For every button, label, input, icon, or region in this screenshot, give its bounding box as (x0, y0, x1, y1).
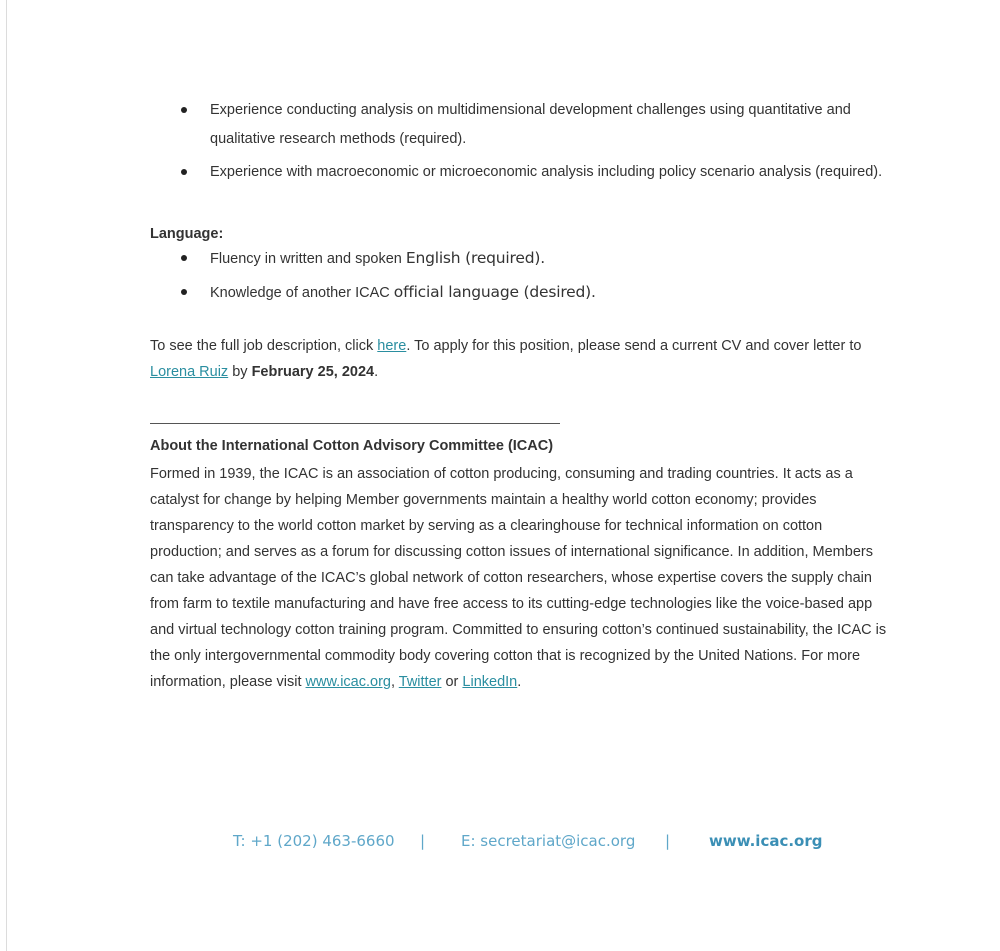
footer-contact-bar (0, 832, 1000, 856)
list-item (150, 96, 890, 154)
language-item-prefix: Fluency in written and spoken (210, 251, 406, 267)
language-item-emphasis: official language (desired). (393, 283, 596, 301)
experience-item-text: Experience with macroeconomic or microeconomic analysis including policy scenario analysis (required). (210, 164, 883, 180)
page-edge (6, 0, 7, 951)
job-description-link[interactable]: here (377, 338, 407, 354)
experience-list (150, 96, 890, 187)
apply-text: . To apply for this position, please send a current CV and cover letter to (406, 338, 862, 354)
document-body (150, 96, 890, 695)
twitter-link[interactable]: Twitter (398, 674, 442, 690)
experience-item-text: Experience conducting analysis on multidimensional development challenges using quantitative and qualitative research methods (required). (210, 102, 851, 147)
footer-separator: | (420, 832, 426, 850)
language-heading: Language: (150, 226, 224, 242)
list-item (150, 278, 890, 308)
website-link[interactable]: www.icac.org (305, 674, 391, 690)
bullet-icon (181, 107, 187, 113)
apply-paragraph (150, 333, 890, 385)
language-item-prefix: Knowledge of another ICAC (210, 285, 394, 301)
footer-separator: | (665, 832, 671, 850)
bullet-icon (181, 255, 187, 261)
list-item (150, 244, 890, 274)
bullet-icon (181, 169, 187, 175)
footer-website[interactable]: www.icac.org (709, 832, 823, 850)
apply-text: To see the full job description, click (150, 338, 378, 354)
about-text: Formed in 1939, the ICAC is an association of cotton producing, consuming and trading countries. It acts as a catalyst for change by helping Member governments maintain a healthy world cotton economy; provides transparency to the world cotton market by serving as a clearinghouse for technical information on cotton production; and serves as a forum for discussing cotton issues of international significance. In addition, Members can take advantage of the ICAC’s global network of cotton researchers, whose expertise covers the supply chain from farm to textile manufacturing and have free access to its cutting-edge technologies like the voice-based app and virtual technology cotton training program. Committed to ensuring cotton’s continued sustainability, the ICAC is the only intergovernmental commodity body covering cotton that is recognized by the United Nations. For more information, please visit (150, 466, 887, 690)
footer-phone: T: +1 (202) 463-6660 (233, 832, 395, 850)
about-heading: About the International Cotton Advisory Committee (ICAC) (150, 438, 554, 454)
section-divider (150, 423, 560, 424)
apply-text: . (374, 364, 379, 380)
language-list (150, 244, 890, 308)
language-item-emphasis: English (required). (405, 249, 545, 267)
about-text: . (517, 674, 522, 690)
about-paragraph (150, 461, 890, 695)
linkedin-link[interactable]: LinkedIn (462, 674, 518, 690)
about-text: or (441, 674, 463, 690)
footer-email[interactable]: E: secretariat@icac.org (461, 832, 636, 850)
about-text: , (390, 674, 399, 690)
contact-email-link[interactable]: Lorena Ruiz (150, 364, 229, 380)
list-item (150, 158, 890, 187)
deadline-date: February 25, 2024 (251, 364, 375, 380)
bullet-icon (181, 289, 187, 295)
apply-text: by (228, 364, 252, 380)
